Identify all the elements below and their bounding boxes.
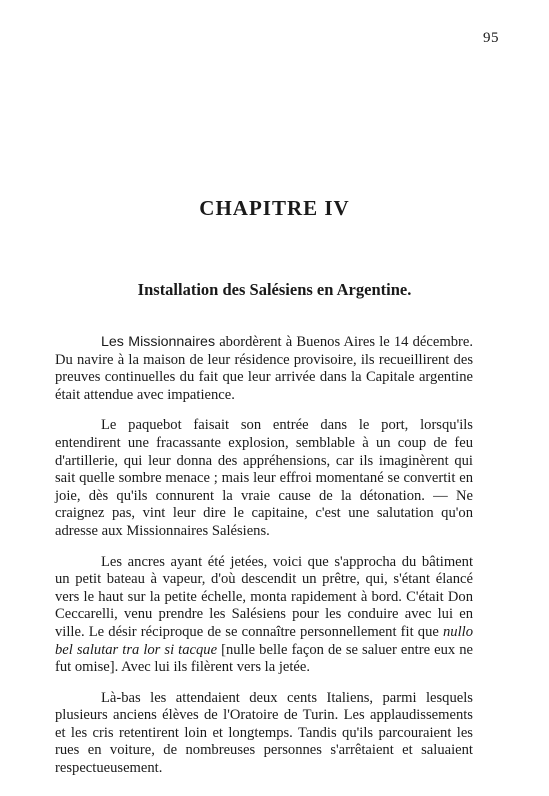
paragraph-3 [55,554,473,677]
paragraph-3-text-after: [nulle belle façon de se saluer entre eux ne fut omise]. Avec lui ils filèrent vers la jetée. [55,641,473,676]
paragraph-1 [55,334,473,404]
page-number: 95 [483,30,499,46]
chapter-title: CHAPITRE IV [199,196,350,220]
paragraph-3-italic-quote: nullo bel salutar tra lor si tacque [55,623,473,658]
paragraph-1-lead: Les Missionnaires [101,334,216,350]
paragraph-4: Là-bas les attendaient deux cents Italiens, parmi lesquels plusieurs anciens élèves de l'Oratoire de Turin. Les applaudissements et les cris retentirent loin et longtemps. Tandis qu'ils parcouraient les rues en voiture, de nombreuses personnes s'arrêtaient et saluaient respectueusement. [55,689,473,777]
section-title: Installation des Salésiens en Argentine. [137,280,412,299]
body-text [55,334,473,791]
paragraph-1-text: abordèrent à Buenos Aires le 14 décembre. Du navire à la maison de leur résidence provisoire, ils recueillirent des preuves continuelles du fait que leur arrivée dans la Capitale argentine était attendue avec impatience. [55,334,473,403]
paragraph-3-text-before: Les ancres ayant été jetées, voici que s'approcha du bâtiment un petit bateau à vapeur, d'où descendit un prêtre, qui, s'étant élancé vers le haut sur la petite échelle, monta rapidement à bord. C'était Don Ceccarelli, venu prendre les Salésiens pour les conduire avec lui en ville. Le désir réciproque de se connaître personnellement fit que [55,553,473,640]
paragraph-2: Le paquebot faisait son entrée dans le port, lorsqu'ils entendirent une fracassante explosion, semblable à un coup de feu d'artillerie, qui leur donna des appréhensions, car ils imaginèrent qui sait quelle sombre menace ; mais leur effroi momentané se convertit en joie, dès qu'ils connurent la vraie cause de la détonation. — Ne craignez pas, vint leur dire le capitaine, c'est une salutation qu'on adresse aux Missionnaires Salésiens. [55,417,473,539]
